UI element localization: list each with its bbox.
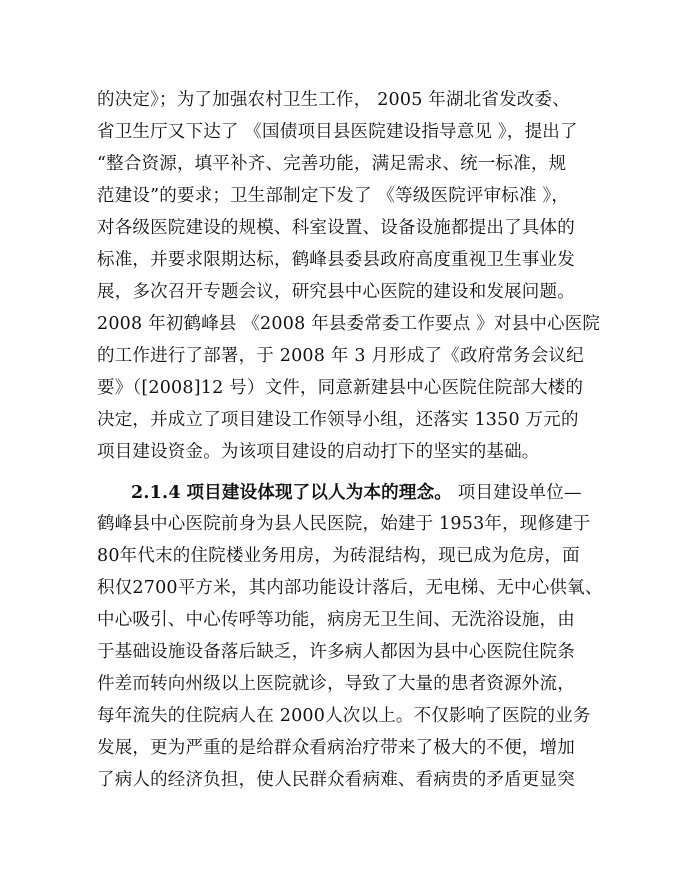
section-line: 件差而转向州级以上医院就诊，导致了大量的患者资源外流，: [97, 674, 575, 694]
paragraph-line: 项目建设资金。为该项目建设的启动打下的坚实的基础。: [97, 442, 540, 462]
section-line: 80年代末的住院楼业务用房，为砖混结构，现已成为危房，面: [97, 546, 580, 566]
section-line: 了病人的经济负担，使人民群众看病难、看病贵的矛盾更显突: [97, 770, 575, 790]
paragraph-line: 决定，并成立了项目建设工作领导小组，还落实 1350 万元的: [97, 410, 579, 430]
section-line: 中心吸引、中心传呼等功能，病房无卫生间、无洗浴设施，由: [97, 610, 575, 630]
paragraph-line: “整合资源，填平补齐、完善功能，满足需求、统一标准，规: [97, 154, 567, 174]
section-first-line-text: 项目建设单位—: [457, 483, 582, 503]
section-line: 每年流失的住院病人在 2000人次以上。不仅影响了医院的业务: [97, 706, 591, 726]
section-heading-line: [131, 481, 680, 505]
paragraph-line: 要》（[2008]12 号）文件，同意新建县中心医院住院部大楼的: [97, 378, 584, 398]
paragraph-line: 2008 年初鹤峰县 《2008 年县委常委工作要点 》对县中心医院: [97, 314, 601, 334]
section-title: 项目建设体现了以人为本的理念。: [186, 483, 452, 503]
paragraph-line: 的决定》；为了加强农村卫生工作， 2005 年湖北省发改委、: [97, 90, 570, 110]
section-number: 2.1.4: [131, 483, 181, 503]
paragraph-line: 的工作进行了部署，于 2008 年 3 月形成了《政府常务会议纪: [97, 346, 584, 366]
section-line: 发展，更为严重的是给群众看病治疗带来了极大的不便，增加: [97, 738, 575, 758]
section-line: 于基础设施设备落后缺乏，许多病人都因为县中心医院住院条: [97, 642, 575, 662]
paragraph-line: 省卫生厅又下达了 《国债项目县医院建设指导意见 》，提出了: [97, 122, 578, 142]
paragraph-line: 对各级医院建设的规模、科室设置、设备设施都提出了具体的: [97, 218, 575, 238]
paragraph-line: 范建设”的要求；卫生部制定下发了 《等级医院评审标准 》，: [97, 186, 570, 206]
section-line: 鹤峰县中心医院前身为县人民医院，始建于 1953年，现修建于: [97, 514, 591, 534]
paragraph-line: 展，多次召开专题会议，研究县中心医院的建设和发展问题。: [97, 282, 575, 302]
section-line: 积仅2700平方米，其内部功能设计落后，无电梯、无中心供氧、: [97, 578, 603, 598]
paragraph-line: 标准，并要求限期达标，鹤峰县委县政府高度重视卫生事业发: [97, 250, 575, 270]
